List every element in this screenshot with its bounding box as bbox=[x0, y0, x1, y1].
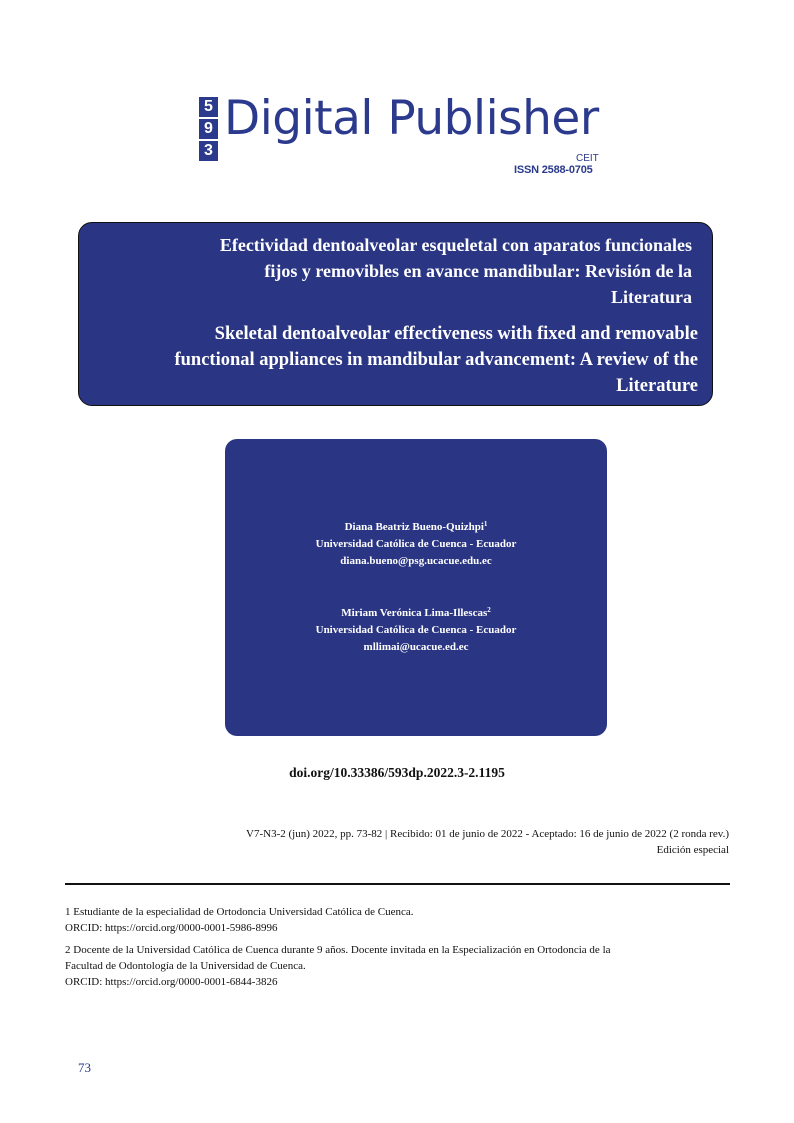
author-email[interactable]: mllimai@ucacue.ed.ec bbox=[363, 641, 469, 653]
publication-meta bbox=[246, 826, 729, 858]
logo-issn: ISSN 2588-0705 bbox=[514, 164, 593, 176]
logo-digit: 5 bbox=[199, 97, 218, 117]
title-english bbox=[88, 321, 698, 399]
edition-label: Edición especial bbox=[656, 844, 729, 856]
author-name-line bbox=[225, 519, 607, 536]
logo-ceit: CEIT bbox=[576, 153, 599, 164]
doi-link[interactable]: doi.org/10.33386/593dp.2022.3-2.1195 bbox=[289, 765, 505, 780]
author-affiliation: Universidad Católica de Cuenca - Ecuador bbox=[315, 624, 517, 636]
footnote bbox=[65, 904, 735, 936]
logo-name: Digital Publisher bbox=[224, 91, 599, 146]
title-english-line: functional appliances in mandibular advancement: A review of the bbox=[174, 350, 698, 370]
footnotes bbox=[65, 904, 735, 996]
author-block bbox=[225, 519, 607, 570]
author-block bbox=[225, 605, 607, 656]
page-number: 73 bbox=[78, 1060, 91, 1075]
author-footnote-ref: 2 bbox=[487, 606, 491, 614]
author-name: Miriam Verónica Lima-Illescas bbox=[341, 607, 488, 619]
author-affiliation: Universidad Católica de Cuenca - Ecuador bbox=[315, 538, 517, 550]
author-name: Diana Beatriz Bueno-Quizhpi bbox=[344, 521, 484, 533]
footnote bbox=[65, 942, 735, 990]
publication-meta-line: V7-N3-2 (jun) 2022, pp. 73-82 | Recibido: 01 de junio de 2022 - Aceptado: 16 de junio de 2022 (2 ronda rev.) bbox=[246, 828, 729, 840]
authors-box bbox=[225, 439, 607, 736]
title-spanish-line: fijos y removibles en avance mandibular: Revisión de la bbox=[264, 261, 692, 281]
footnote-orcid[interactable]: ORCID: https://orcid.org/0000-0001-6844-3826 bbox=[65, 976, 278, 988]
logo-digit-column bbox=[199, 97, 218, 163]
logo-digit: 9 bbox=[199, 119, 218, 139]
author-name-line bbox=[225, 605, 607, 622]
title-spanish-line: Efectividad dentoalveolar esqueletal con aparatos funcionales bbox=[219, 235, 692, 255]
title-english-line: Skeletal dentoalveolar effectiveness with fixed and removable bbox=[214, 324, 698, 344]
title-english-line: Literature bbox=[616, 376, 698, 396]
journal-logo bbox=[199, 91, 619, 182]
footnote-line: 1 Estudiante de la especialidad de Ortodoncia Universidad Católica de Cuenca. bbox=[65, 906, 414, 918]
footnote-orcid[interactable]: ORCID: https://orcid.org/0000-0001-5986-8996 bbox=[65, 922, 278, 934]
title-box bbox=[78, 222, 713, 406]
author-email[interactable]: diana.bueno@psg.ucacue.edu.ec bbox=[340, 555, 492, 567]
footnote-divider bbox=[65, 883, 730, 885]
title-spanish-line: Literatura bbox=[611, 287, 692, 307]
author-footnote-ref: 1 bbox=[483, 520, 488, 528]
logo-digit: 3 bbox=[199, 141, 218, 161]
footnote-line: 2 Docente de la Universidad Católica de Cuenca durante 9 años. Docente invitada en la Especialización en Ortodoncia de la bbox=[65, 944, 611, 956]
title-spanish bbox=[112, 232, 692, 310]
footnote-line: Facultad de Odontología de la Universidad de Cuenca. bbox=[65, 960, 306, 972]
